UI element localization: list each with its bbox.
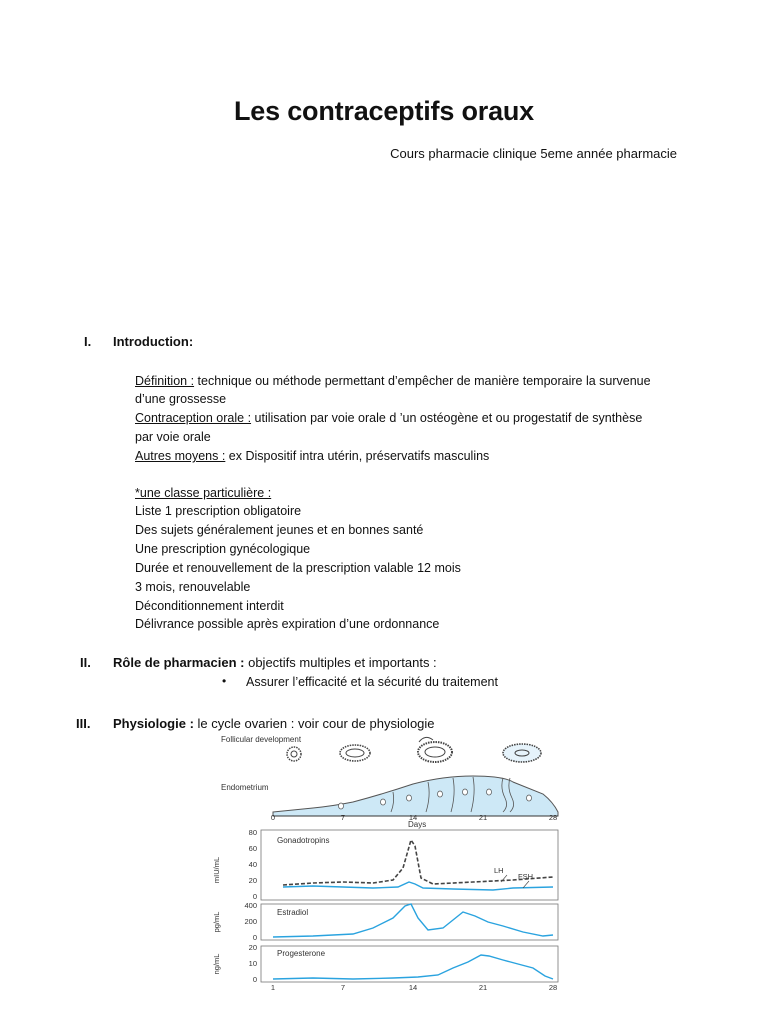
- days-label: Days: [408, 820, 427, 829]
- definition-label: Définition :: [135, 374, 195, 388]
- ovarian-cycle-figure: [213, 732, 573, 994]
- gonado-tick: 80: [248, 828, 257, 837]
- other-label: Autres moyens :: [135, 449, 226, 463]
- follicle-icon: [340, 745, 370, 761]
- estradiol-tick: 400: [244, 901, 257, 910]
- oral-line: [135, 409, 642, 428]
- endometrium-diagram: [273, 776, 558, 816]
- other-line: [135, 447, 489, 466]
- class-item: Délivrance possible après expiration d’une ordonnance: [135, 617, 440, 631]
- fsh-curve: [283, 882, 553, 890]
- definition-line-2: d’une grossesse: [135, 392, 227, 406]
- definition-line: [135, 372, 651, 391]
- estradiol-unit: pg/mL: [212, 911, 221, 933]
- class-item: Des sujets généralement jeunes et en bonnes santé: [135, 523, 424, 537]
- progesterone-unit: ng/mL: [212, 953, 221, 975]
- section-heading-intro: Introduction:: [113, 334, 194, 349]
- estradiol-label: Estradiol: [277, 908, 309, 917]
- gonado-tick: 20: [248, 876, 257, 885]
- lh-label: LH: [494, 866, 504, 875]
- bottom-day-tick: 7: [340, 983, 346, 992]
- other-text: ex Dispositif intra utérin, préservatifs masculins: [225, 449, 490, 463]
- fsh-label: FSH: [518, 872, 533, 881]
- estradiol-curve: [273, 904, 553, 937]
- class-label: *une classe particulière :: [135, 486, 272, 500]
- progesterone-curve: [273, 955, 553, 979]
- role-heading: Rôle de pharmacien :: [113, 655, 245, 670]
- section-number-role: II.: [80, 655, 91, 670]
- follicle-icon: [418, 737, 452, 762]
- estradiol-panel: [212, 901, 558, 942]
- follicle-icons: [287, 737, 541, 762]
- bullet-icon: •: [222, 674, 227, 688]
- oral-label: Contraception orale :: [135, 411, 252, 425]
- bottom-day-tick: 1: [270, 983, 276, 992]
- progesterone-label: Progesterone: [277, 949, 326, 958]
- class-item: Une prescription gynécologique: [135, 542, 311, 556]
- oral-line-2: par voie orale: [135, 430, 211, 444]
- bottom-day-tick: 21: [478, 983, 488, 992]
- physiology-heading: Physiologie :: [113, 716, 194, 731]
- progesterone-tick: 0: [252, 975, 257, 984]
- progesterone-tick: 10: [248, 959, 257, 968]
- day-tick: 14: [408, 813, 418, 822]
- endometrium-label: Endometrium: [221, 783, 269, 792]
- follicle-icon: [503, 744, 541, 762]
- estradiol-tick: 0: [252, 933, 257, 942]
- role-text: objectifs multiples et importants :: [244, 655, 437, 670]
- section-heading-physiology: [113, 716, 435, 731]
- bottom-day-tick: 14: [408, 983, 418, 992]
- document-subtitle: Cours pharmacie clinique 5eme année pharmacie: [390, 146, 677, 161]
- gonado-tick: 0: [252, 892, 257, 901]
- progesterone-tick: 20: [248, 943, 257, 952]
- follicle-icon: [287, 747, 301, 761]
- section-heading-role: [113, 655, 437, 670]
- gonadotropins-label: Gonadotropins: [277, 836, 330, 845]
- section-number-intro: I.: [84, 334, 92, 349]
- class-item: Durée et renouvellement de la prescription valable 12 mois: [135, 561, 461, 575]
- class-item: Déconditionnement interdit: [135, 599, 284, 613]
- day-tick: 21: [478, 813, 488, 822]
- document-title: Les contraceptifs oraux: [234, 96, 534, 126]
- oral-text: utilisation par voie orale d ’un ostéogène et ou progestatif de synthèse: [251, 411, 643, 425]
- progesterone-panel: [212, 943, 558, 984]
- estradiol-tick: 200: [244, 917, 257, 926]
- lh-curve: [283, 840, 553, 885]
- class-item: 3 mois, renouvelable: [135, 580, 251, 594]
- day-tick: 0: [270, 813, 276, 822]
- gonado-tick: 40: [248, 860, 257, 869]
- gonado-tick: 60: [248, 844, 257, 853]
- section-number-physiology: III.: [76, 716, 91, 731]
- day-tick: 7: [340, 813, 346, 822]
- gonadotropins-panel: [212, 828, 558, 901]
- bottom-day-tick: 28: [548, 983, 558, 992]
- follicular-label: Follicular development: [221, 735, 302, 744]
- day-tick: 28: [548, 813, 558, 822]
- definition-text: technique ou méthode permettant d’empêcher de manière temporaire la survenue: [194, 374, 651, 388]
- gonadotropins-unit: mIU/mL: [212, 856, 221, 884]
- class-item: Liste 1 prescription obligatoire: [135, 504, 302, 518]
- physiology-text: le cycle ovarien : voir cour de physiologie: [193, 716, 435, 731]
- role-bullet: Assurer l’efficacité et la sécurité du traitement: [246, 675, 498, 689]
- bottom-day-axis: [271, 983, 557, 992]
